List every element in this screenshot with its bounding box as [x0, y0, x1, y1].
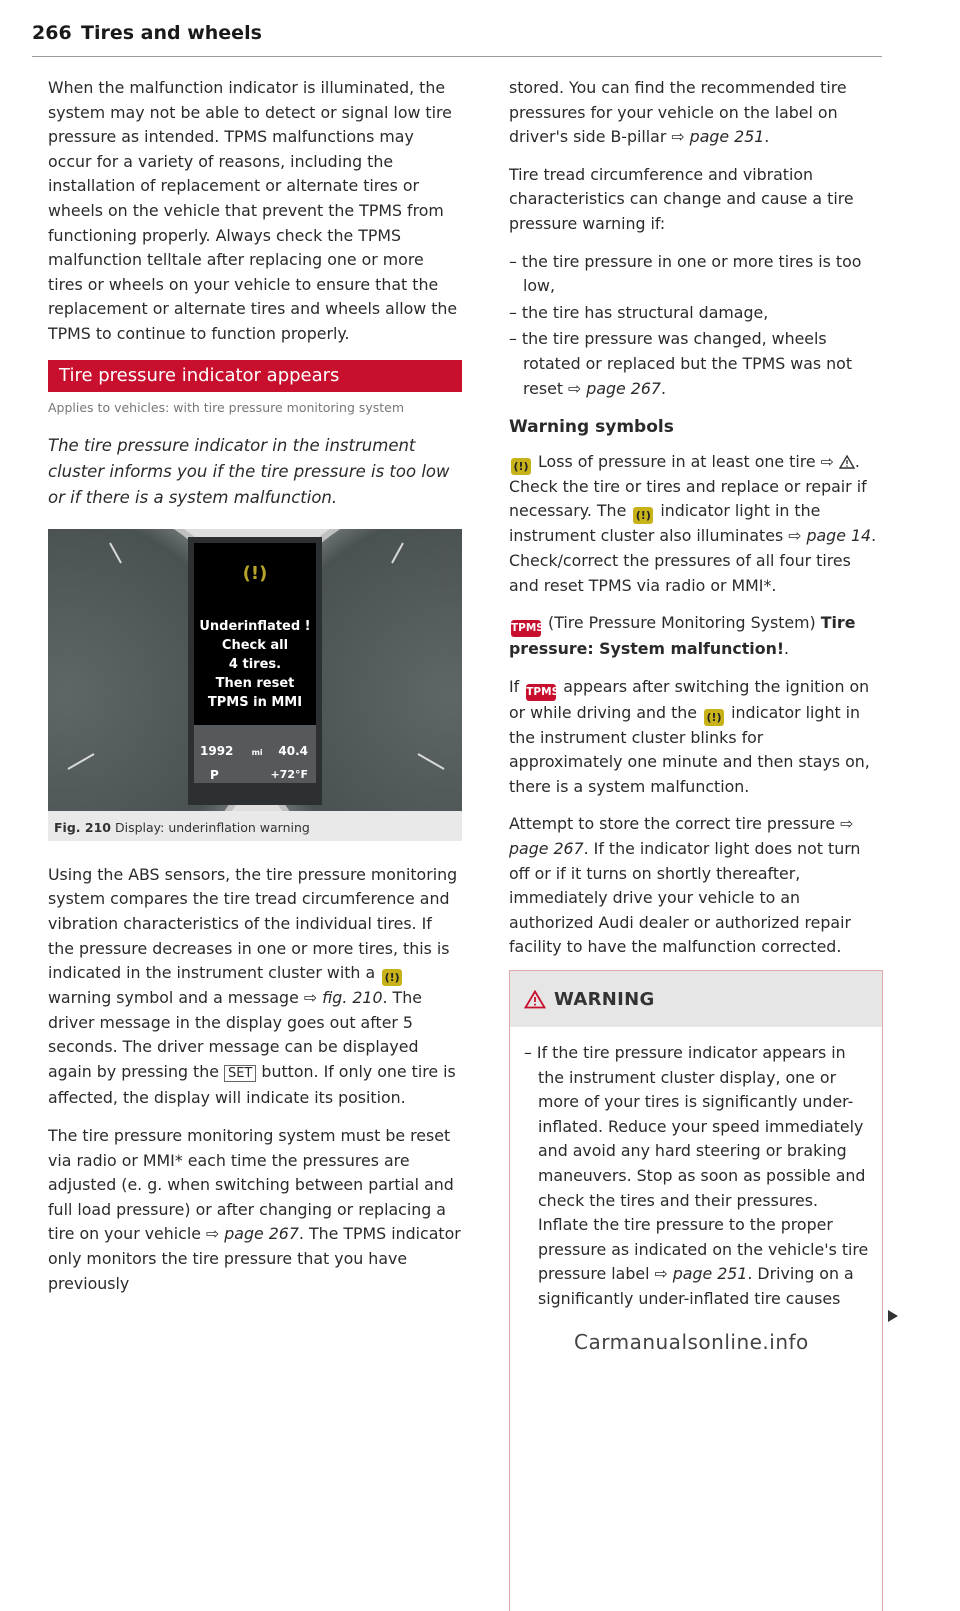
- display-line-1: Underinflated !: [199, 618, 311, 634]
- text: . The driver message in the display goes out after 5 seconds. The driver message can be displayed again by pressing the: [48, 988, 422, 1081]
- warning-triangle-icon: [524, 990, 546, 1009]
- list-item: [509, 327, 881, 401]
- page-reference-link[interactable]: ⇨ page 251: [671, 127, 765, 147]
- page-reference-link[interactable]: ⇨ page 14: [788, 526, 872, 546]
- watermark: Carmanualsonline.info: [574, 1330, 809, 1354]
- page-header: [32, 22, 882, 57]
- text: button. If only one tire is affected, the display will indicate its position.: [48, 1061, 456, 1108]
- gear-indicator: P: [210, 767, 219, 782]
- text: .: [660, 378, 666, 398]
- trip-value: 40.4: [278, 743, 308, 758]
- left-column: [48, 76, 462, 1309]
- text: indicator light in the instrument cluster blinks for approximately one minute and then stays on, there is a system malfunction.: [509, 702, 870, 796]
- page-reference-link[interactable]: ⇨ page 267: [509, 814, 854, 859]
- odometer-value: 1992: [200, 743, 234, 758]
- text: indicator light in the instrument cluster also illuminates: [509, 501, 821, 546]
- odometer-unit: mi: [251, 747, 263, 757]
- paragraph-abs: [48, 863, 462, 1111]
- text: stored. You can find the recommended tire pressures for your vehicle on the label on driver's side B-pillar: [509, 78, 847, 147]
- text: . Check/correct the pressures of all four tires and reset TPMS via radio or MMI*.: [509, 526, 877, 595]
- page-reference-link[interactable]: ⇨ page 267: [568, 378, 661, 398]
- malfunction-message: Tire pressure: System malfunction!: [509, 613, 856, 659]
- display-line-2: Check all: [221, 637, 289, 653]
- text: warning symbol and a message: [48, 988, 299, 1008]
- paragraph-tread: Tire tread circumference and vibration characteristics can change and cause a tire pressure warning if:: [509, 164, 854, 233]
- paragraph-loss-of-pressure: [509, 450, 881, 598]
- list-item: – the tire pressure in one or more tires is too low,: [509, 251, 862, 296]
- warning-title: WARNING: [554, 989, 655, 1010]
- text: .: [784, 639, 790, 659]
- tire-pressure-warning-icon: (!): [382, 969, 402, 986]
- intro-text: The tire pressure indicator in the instrument cluster informs you if the tire pressure is too low or if there is a system malfunction.: [48, 435, 450, 507]
- text: . The TPMS indicator only monitors the tire pressure that you have previously: [48, 1224, 461, 1293]
- tire-pressure-warning-icon: (!): [704, 709, 724, 726]
- list-item: – the tire has structural damage,: [509, 302, 769, 322]
- svg-text:(!): (!): [242, 562, 268, 584]
- warning-symbols-heading: Warning symbols: [509, 417, 674, 438]
- outside-temperature: +72°F: [270, 767, 308, 781]
- tpms-icon: TPMS: [526, 684, 556, 701]
- page-reference-link[interactable]: ⇨ page 267: [206, 1224, 299, 1244]
- figure-reference-link[interactable]: ⇨ fig. 210: [303, 988, 383, 1008]
- page-reference-link[interactable]: ⇨ page 251: [654, 1264, 748, 1284]
- text: . Check the tire or tires and replace or repair if necessary. The: [509, 451, 867, 521]
- continue-arrow-icon: [888, 1310, 898, 1322]
- paragraph-malfunction: When the malfunction indicator is illuminated, the system may not be able to detect or signal low tire pressure as intended. TPMS malfunctions may occur for a variety of reasons, including the installation of replacement or alternate tires or wheels on the vehicle that prevent the TPMS from functioning properly. Always check the TPMS malfunction telltale after replacing one or more tires or wheels on your vehicle to ensure that the replacement or alternate tires and wheels allow the TPMS to continue to function properly.: [48, 78, 458, 343]
- text: Attempt to store the correct tire pressure: [509, 814, 836, 834]
- section-title: Tires and wheels: [81, 22, 262, 44]
- figure-210: [48, 529, 462, 841]
- paragraph-attempt: [509, 812, 881, 960]
- display-line-5: TPMS in MMI: [207, 694, 303, 710]
- set-button-key: SET: [224, 1065, 256, 1082]
- paragraph-tpms-malfunction: [509, 611, 881, 662]
- text: (Tire Pressure Monitoring System): [548, 613, 816, 633]
- text: Loss of pressure in at least one tire ⇨: [538, 451, 834, 471]
- right-column: [509, 76, 881, 973]
- warning-triangle-icon: [839, 455, 855, 469]
- figure-caption-text: Display: underinflation warning: [114, 819, 310, 835]
- condition-list: [509, 250, 881, 402]
- warning-body: [510, 1027, 882, 1312]
- text: . Driving on a significantly under-inflated tire causes: [538, 1264, 854, 1308]
- text: – If the tire pressure indicator appears in the instrument cluster display, one or more of your tires is significantly under-inflated. Reduce your speed immediately and avoid any hard steering or braking maneuvers. Stop as soon as possible and check the tires and their pressures. Inflate the tire pressure to the proper pressure as indicated on the vehicle's tire pressure label: [524, 1043, 869, 1284]
- text: The tire pressure monitoring system must be reset via radio or MMI* each time the pressures are adjusted (e. g. when switching between partial and full load pressure) or after changing or replacing a tire on your vehicle: [48, 1126, 454, 1244]
- paragraph-stored: [509, 76, 881, 150]
- figure-caption-label: Fig. 210: [54, 819, 111, 835]
- text: Using the ABS sensors, the tire pressure monitoring system compares the tire tread circumference and vibration characteristics of the individual tires. If the pressure decreases in one or more tires, this is indicated in the instrument cluster with a: [48, 864, 458, 983]
- text: .: [764, 127, 770, 147]
- text: appears after switching the ignition on or while driving and the: [509, 676, 870, 722]
- text: If: [509, 676, 520, 696]
- section-heading: Tire pressure indicator appears: [48, 360, 462, 393]
- figure-code: B8R-0512: [441, 544, 452, 589]
- tire-pressure-warning-icon: (!): [511, 458, 531, 475]
- tire-pressure-warning-icon: (!): [633, 507, 653, 524]
- paragraph-reset: [48, 1124, 462, 1296]
- warning-header: [510, 971, 882, 1027]
- applies-to: Applies to vehicles: with tire pressure monitoring system: [48, 400, 405, 416]
- display-line-4: Then reset: [215, 675, 295, 691]
- display-line-3: 4 tires.: [228, 656, 282, 672]
- figure-caption: [54, 816, 310, 841]
- text: – the tire pressure was changed, wheels rotated or replaced but the TPMS was not reset: [509, 329, 853, 398]
- tpms-icon: TPMS: [511, 620, 541, 637]
- text: . If the indicator light does not turn off or if it turns on shortly thereafter, immediately drive your vehicle to an authorized Audi dealer or authorized repair facility to have the malfunction corrected.: [509, 839, 861, 957]
- warning-box: [509, 970, 883, 1611]
- paragraph-blinks: [509, 675, 881, 800]
- page-number: 266: [32, 22, 72, 44]
